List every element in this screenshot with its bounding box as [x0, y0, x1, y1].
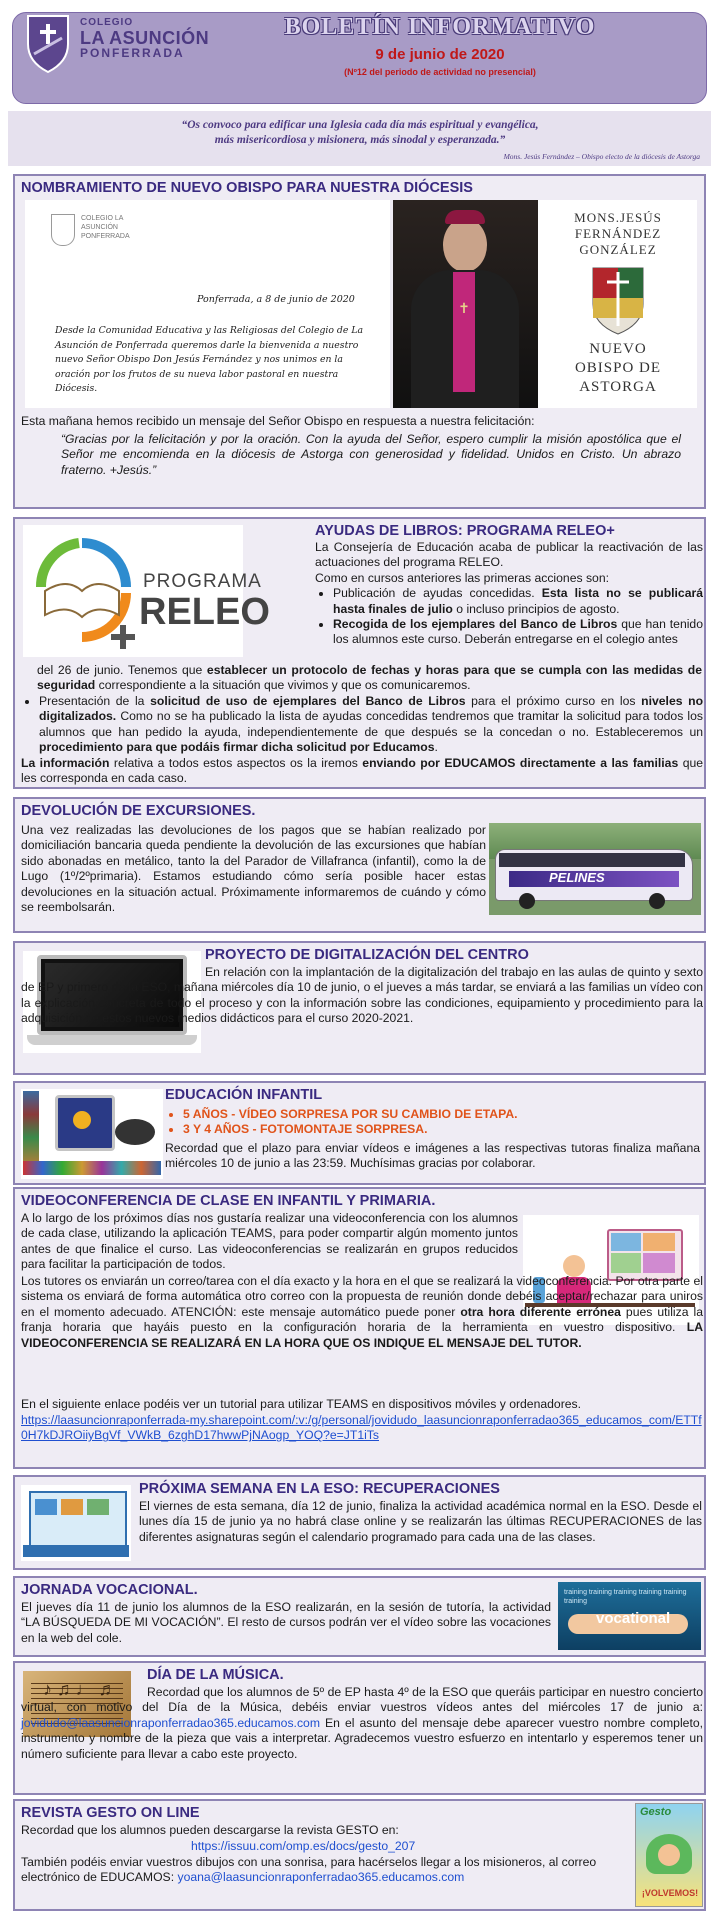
- releo-intro: La Consejería de Educación acaba de publicar la reactivación de las actuaciones del programa RELEO. Como en cursos anteriores las primeras acciones son: • Publicación de ayudas concedidas. Esta lista no se publicará hasta finales de julio o incluso principios de agosto. • Recogida de los ejemplares del Banco de Libros que han tenido los alumnos este curso. Deberán entregarse en el colegio antes: [315, 540, 703, 648]
- bishop-message: “Gracias por la felicitación y por la oración. Con la ayuda del Señor, espero cumplir la misión apostólica que el Señor me encomienda en la diócesis de Astorga con generosidad y fidelidad. Unidos en Cristo. Un abrazo fraterno. +Jesús.”: [61, 432, 681, 477]
- bishop-role: NUEVO OBISPO DE ASTORGA: [574, 341, 662, 395]
- section-videoconference: [13, 1187, 706, 1469]
- section-eso-recoveries: [13, 1475, 706, 1570]
- bishop-quote: “Os convoco para edificar una Iglesia cada día más espiritual y evangélica, más misericordiosa y misionera, más sinodal y esperanzada.”: [181, 119, 539, 146]
- section-title: PROYECTO DE DIGITALIZACIÓN DEL CENTRO: [205, 947, 529, 963]
- section-releo: [13, 517, 706, 789]
- bishop-intro: Esta mañana hemos recibido un mensaje del Señor Obispo en respuesta a nuestra felicitación:: [21, 414, 535, 428]
- infant-bullet-2: • 3 Y 4 AÑOS - FOTOMONTAJE SORPRESA.: [183, 1122, 700, 1137]
- gesto-p1: Recordad que los alumnos pueden descargarse la revista GESTO en:: [21, 1823, 399, 1837]
- newsletter-date: 9 de junio de 2020: [375, 46, 505, 63]
- episcopal-coat-of-arms-icon: [589, 266, 647, 336]
- section-title: DÍA DE LA MÚSICA.: [147, 1667, 284, 1683]
- bishop-name: MONS.JESÚS FERNÁNDEZ GONZÁLEZ: [574, 210, 662, 257]
- letter-logo-text: COLEGIO LA ASUNCIÓN PONFERRADA: [81, 215, 130, 240]
- releo-final: La información relativa a todos estos aspectos os la iremos enviando por EDUCAMOS directamente a las familias que les corresponda en cada caso.: [21, 756, 704, 786]
- releo-bullet-3: • Presentación de la solicitud de uso de ejemplares del Banco de Libros para el próximo curso en los niveles no digitalizados. Como no se ha publicado la lista de ayudas concedidas tendremos que tramitar la solicitud para todos los alumnos que han pedido la ayuda, independientemente de que después se la concedan o no. Estableceremos un procedimiento para que podáis firmar dicha solicitud por Educamos.: [21, 694, 703, 756]
- section-title: EDUCACIÓN INFANTIL: [165, 1087, 323, 1103]
- online-class-image: [21, 1485, 131, 1561]
- teams-tutorial-link[interactable]: https://laasuncionraponferrada-my.sharepoint.com/:v:/g/personal/jovidudo_laasuncionraponferradao365_educamos_com/ETTf0H7kDJROiiyBgVf_VWkB_6zghD17hwwPjNAogp_YOQ?e=JT1iTs: [21, 1413, 702, 1443]
- music-body: Recordad que los alumnos de 5º de EP hasta 4º de la ESO que queráis participar en nuestro concierto virtual, con motivo del Día de la Música, debéis enviar vuestros vídeos antes del miércoles 17 de junio a: jovidudo@laasuncionraponferradao365.educamos.com En el asunto del mensaje debe aparecer vuestro nombre completo, instrumento y nombre de la pieza que vais a interpretar. Agradecemos vuestro esfuerzo en intentarlo y esperemos tener un número suficiente para llevar a cabo este proyecto.: [21, 1685, 703, 1761]
- bus-photo: [489, 823, 701, 915]
- section-title: DEVOLUCIÓN DE EXCURSIONES.: [21, 803, 256, 819]
- letter-body: Desde la Comunidad Educativa y las Religiosas del Colegio de La Asunción de Ponferrada queremos darle la bienvenida a nuestro nuevo Señor Obispo Don Jesús Fernández y nos unimos en la oración por los frutos de su nueva labor pastoral en nuestra Diócesis.: [55, 325, 364, 394]
- section-excursions: [13, 797, 706, 933]
- school-shield-icon: [24, 10, 72, 74]
- quote-author: Mons. Jesús Fernández – Obispo electo de la diócesis de Astorga: [503, 152, 700, 161]
- music-email-link[interactable]: jovidudo@laasuncionraponferradao365.educamos.com: [21, 1715, 320, 1730]
- section-title: AYUDAS DE LIBROS: PROGRAMA RELEO+: [315, 523, 615, 539]
- releo-continuation: del 26 de junio. Tenemos que establecer un protocolo de fechas y horas para que se cumpla con las medidas de seguridad correspondiente a la situación que vivimos y que os comunicaremos.: [37, 663, 702, 693]
- section-vocational-day: [13, 1576, 706, 1657]
- school-logo-text: COLEGIO LA ASUNCIÓN PONFERRADA: [80, 17, 210, 61]
- section-title: PRÓXIMA SEMANA EN LA ESO: RECUPERACIONES: [139, 1481, 500, 1497]
- sheet-music-image: ♪ ♫ ♩ ♬: [23, 1671, 131, 1737]
- excursions-body: Una vez realizadas las devoluciones de los pagos que se habían realizado por domiciliación bancaria queda pendiente la devolución de las excursiones que habían sido abonadas en metálico, tanto la del Parador de Villafranca (infantil), como la de Lugo (1º/2ºprimaria). Estamos estudiando cómo sería posible hacer estas devoluciones en la situación actual. Próximamente informaremos de cuándo y cómo se reembolsarán.: [21, 823, 486, 915]
- section-infant-education: [13, 1081, 706, 1185]
- gesto-magazine-cover: [635, 1803, 703, 1907]
- section-title: JORNADA VOCACIONAL.: [21, 1582, 198, 1598]
- section-title: REVISTA GESTO ON LINE: [21, 1805, 200, 1821]
- section-title: VIDEOCONFERENCIA DE CLASE EN INFANTIL Y PRIMARIA.: [21, 1193, 436, 1209]
- letter-date: Ponferrada, a 8 de junio de 2020: [197, 294, 355, 305]
- releo-book-icon: [27, 533, 137, 651]
- congratulation-letter-image: [25, 200, 390, 408]
- newsletter-subtitle: (Nº12 del periodo de actividad no presencial): [344, 67, 536, 77]
- eso-body: El viernes de esta semana, día 12 de junio, finaliza la actividad académica normal en la ESO. Desde el lunes día 15 de junio ya no habrá clase online y se realizarán las últimas RECUPERACIONES de las diferentes asignaturas según el calendario programado para cada una de las clases.: [139, 1499, 702, 1544]
- vocational-image-word: vocational: [596, 1610, 671, 1627]
- vocational-body: El jueves día 11 de junio los alumnos de la ESO realizarán, en la sesión de tutoría, la actividad “LA BÚSQUEDA DE MI VOCACIÓN”. El resto de cursos podrán ver el vídeo sobre las vocaciones en la web del cole.: [21, 1600, 551, 1645]
- section-digitalization: [13, 941, 706, 1075]
- gesto-url-link[interactable]: https://issuu.com/omp.es/docs/gesto_207: [191, 1839, 416, 1853]
- infant-bullet-1: • 5 AÑOS - VÍDEO SORPRESA POR SU CAMBIO DE ETAPA.: [183, 1107, 700, 1122]
- media-collage-image: [21, 1089, 163, 1179]
- section-title: NOMBRAMIENTO DE NUEVO OBISPO PARA NUESTRA DIÓCESIS: [21, 180, 473, 196]
- section-music-day: [13, 1661, 706, 1795]
- videoconference-p1: A lo largo de los próximos días nos gustaría realizar una videoconferencia con los alumnos de cada clase, utilizando la aplicación TEAMS, para poder compartir algún momento juntos antes de que finalice el curso. Las videoconferencias se realizarán en grupos reducidos para facilitar la participación de todos.: [21, 1211, 518, 1272]
- releo-logo: PROGRAMA RELEO: [23, 525, 243, 657]
- section-gesto-magazine: [13, 1799, 706, 1911]
- gesto-email-link[interactable]: yoana@laasuncionraponferradao365.educamos.com: [177, 1870, 465, 1885]
- releo-bullet-1: • Publicación de ayudas concedidas. Esta lista no se publicará hasta finales de julio o incluso principios de agosto.: [333, 586, 703, 617]
- infant-body: Recordad que el plazo para enviar vídeos e imágenes a las respectivas tutoras finaliza mañana miércoles 10 de junio a las 23:59. Muchísimas gracias por colaborar.: [165, 1141, 700, 1171]
- gesto-p2: También podéis enviar vuestros dibujos con una sonrisa, para hacérselos llegar a los misioneros, al correo electrónico de EDUCAMOS: yoana@laasuncionraponferradao365.educamos.com: [21, 1855, 597, 1885]
- videoconference-p2: Los tutores os enviarán un correo/tarea con el día exacto y la hora en el que se realizará la videoconferencia. Por otra parte el sistema os enviará de forma automática otro correo con la propuesta de reunión donde debéis aceptar/rechazar para uniros en el momento adecuado. ATENCIÓN: este mensaje automático puede poner otra hora diferente errónea pues utiliza la franja horaria que hayáis puesto en la configuración horaria de la herramienta en vuestro dispositivo. LA VIDEOCONFERENCIA SE REALIZARÁ EN LA HORA QUE OS INDIQUE EL MENSAJE DEL TUTOR.: [21, 1274, 704, 1350]
- vocational-image: training training training training training training vocational: [558, 1582, 701, 1650]
- newsletter-title: BOLETÍN INFORMATIVO: [284, 14, 596, 40]
- section-new-bishop: [13, 174, 706, 509]
- infant-bullets: [165, 1107, 700, 1138]
- gesto-cover-word: ¡VOLVEMOS!: [641, 1888, 699, 1898]
- gesto-cover-title: Gesto: [640, 1806, 672, 1818]
- videoconference-p3: En el siguiente enlace podéis ver un tutorial para utilizar TEAMS en dispositivos móviles y ordenadores.: [21, 1397, 582, 1411]
- digitalization-body-text: En relación con la implantación de la digitalización del trabajo en las aulas de quinto y sexto de EP y primero de la ESO, mañana miércoles día 10 de junio, o el jueves a más tardar, se enviará a las familias un vídeo con la explicación concreta de todo el proceso y con la información sobre las condiciones, equipamiento y procedimiento para la adquisición de estos nuevos medios didácticos para el curso 2020-2021.: [21, 965, 703, 1026]
- bishop-card: [393, 200, 697, 408]
- letter-logo-icon: [51, 214, 75, 246]
- bus-label: PELINES: [549, 870, 605, 885]
- bishop-photo: ✝: [393, 200, 538, 408]
- releo-bullet-2: • Recogida de los ejemplares del Banco de Libros que han tenido los alumnos este curso. Deberán entregarse en el colegio antes: [333, 617, 703, 648]
